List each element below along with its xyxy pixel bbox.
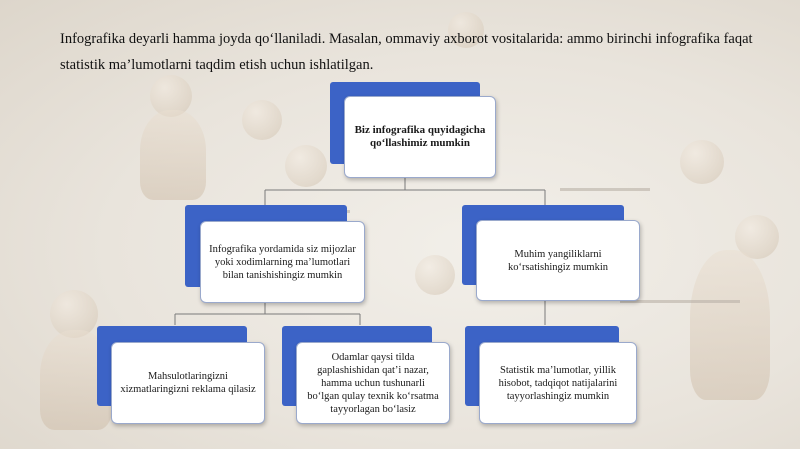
left-branch-label: Infografika yordamida siz mijozlar yoki xodimlarning ma’lumotlari bilan tanishishingiz mumkin: [200, 221, 365, 303]
root-node-label: Biz infografika quyidagicha qo‘llashimiz mumkin: [344, 96, 496, 178]
leaf-node-2-label: Odamlar qaysi tilda gaplashishidan qat’i nazar, hamma uchun tushunarli bo‘lgan qulay texnik ko‘rsatma tayyorlagan bo‘lasiz: [296, 342, 450, 424]
left-branch-node: [185, 205, 365, 303]
right-branch-node: [462, 205, 640, 301]
intro-paragraph: Infografika deyarli hamma joyda qo‘llaniladi. Masalan, ommaviy axborot vositalarida: ammo birinchi infografika faqat statistik ma’lumotlarni taqdim etish uchun ishlatilgan.: [60, 31, 753, 73]
leaf-node-3: [465, 326, 637, 424]
leaf-node-1: [97, 326, 265, 424]
root-node: [330, 82, 496, 180]
leaf-node-2: [282, 326, 450, 424]
leaf-node-3-label: Statistik ma’lumotlar, yillik hisobot, tadqiqot natijalarini tayyorlashingiz mumkin: [479, 342, 637, 424]
leaf-node-1-label: Mahsulotlaringizni xizmatlaringizni reklama qilasiz: [111, 342, 265, 424]
right-branch-label: Muhim yangiliklarni ko‘rsatishingiz mumkin: [476, 220, 640, 301]
